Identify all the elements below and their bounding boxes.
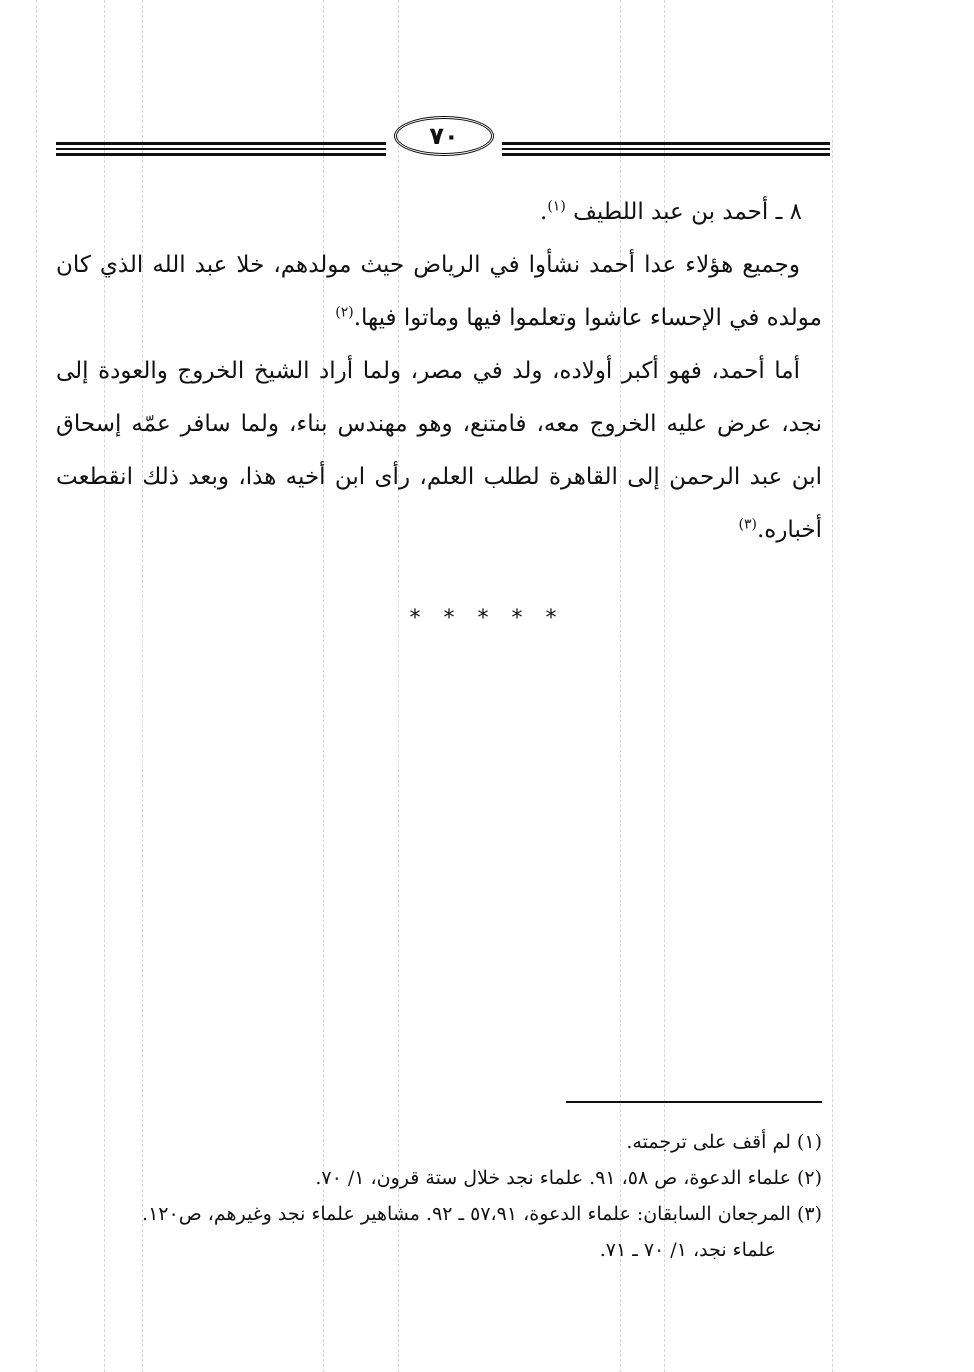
paragraph-1-text: وجميع هؤلاء عدا أحمد نشأوا في الرياض حيث مولدهم، خلا عبد الله الذي كان مولده في الإحساء عاشوا وتعلموا فيها وماتوا فيها. <box>56 252 822 331</box>
scan-artifact-line <box>832 0 833 1372</box>
header-rule-right <box>502 142 830 156</box>
list-item-8-text: ٨ ـ أحمد بن عبد اللطيف <box>573 199 802 225</box>
footnotes <box>26 1124 822 1268</box>
footnote-ref-1: (١) <box>547 198 566 215</box>
list-item-8-end: . <box>540 199 548 225</box>
list-item-8 <box>56 186 822 239</box>
paragraph-2 <box>56 345 822 557</box>
paragraph-1 <box>56 239 822 345</box>
page-number-frame <box>394 116 494 156</box>
header-rule-left <box>56 142 386 156</box>
page-number: ٧٠ <box>429 122 459 150</box>
footnote-2: (٢) علماء الدعوة، ص ٥٨، ٩١. علماء نجد خلال ستة قرون، ١/ ٧٠. <box>315 1167 822 1189</box>
main-text <box>56 186 822 557</box>
footnote-rule <box>566 1101 822 1103</box>
footnote-ref-2: (٢) <box>335 304 354 321</box>
footnote-3-continuation: علماء نجد، ١/ ٧٠ ـ ٧١. <box>599 1239 776 1261</box>
paragraph-2-text: أما أحمد، فهو أكبر أولاده، ولد في مصر، ولما أراد الشيخ الخروج والعودة إلى نجد، عرض عليه الخروج معه، فامتنع، وهو مهندس بناء، ولما سافر عمّه إسحاق ابن عبد الرحمن إلى القاهرة لطلب العلم، رأى ابن أخيه هذا، وبعد ذلك انقطعت أخباره. <box>56 358 822 543</box>
footnote-3: (٣) المرجعان السابقان: علماء الدعوة، ٥٧،٩١ ـ ٩٢. مشاهير علماء نجد وغيرهم، ص١٢٠. <box>142 1203 822 1225</box>
page-header <box>56 112 830 162</box>
section-separator: * * * * * <box>409 606 565 631</box>
footnote-ref-3: (٣) <box>738 516 757 533</box>
footnote-1: (١) لم أقف على ترجمته. <box>626 1131 822 1153</box>
